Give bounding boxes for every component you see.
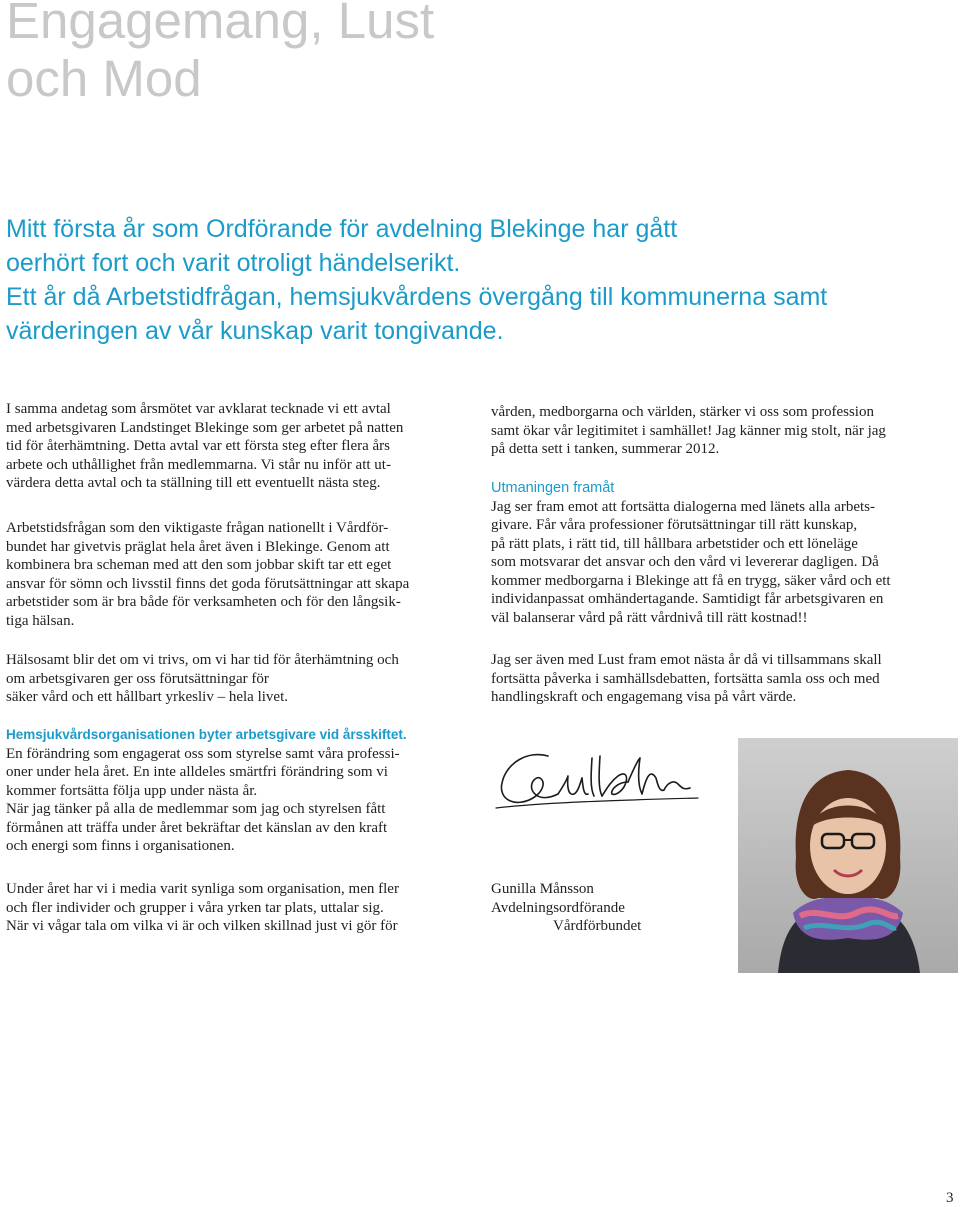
- intro-line: värderingen av vår kunskap varit tongivande.: [6, 317, 504, 345]
- text-line: Arbetstidsfrågan som den viktigaste frågan nationellt i Vårdför-: [6, 520, 389, 536]
- text-line: och energi som finns i organisationen.: [6, 838, 235, 854]
- intro-line: oerhört fort och varit otroligt händelserikt.: [6, 249, 461, 277]
- signer-name: Gunilla Månsson: [491, 881, 594, 897]
- text-line: värdera detta avtal och ta ställning till ett eventuellt nästa steg.: [6, 475, 381, 491]
- text-line: arbete och uthållighet från medlemmarna. Vi står nu inför att ut-: [6, 456, 391, 473]
- text-line: En förändring som engagerat oss som styrelse samt våra professi-: [6, 745, 400, 762]
- text-line: Jag ser även med Lust fram emot nästa år då vi tillsammans skall: [491, 652, 882, 668]
- text-line: med arbetsgivaren Landstinget Blekinge som ger arbetet på natten: [6, 419, 404, 436]
- title-line: och Mod: [6, 50, 202, 107]
- text-line: I samma andetag som årsmötet var avklarat tecknade vi ett avtal: [6, 401, 391, 417]
- text-line: oner under hela året. En inte alldeles smärtfri förändring som vi: [6, 764, 388, 780]
- signature-block: [491, 880, 641, 936]
- signer-role: Avdelningsordförande: [491, 899, 625, 916]
- right-section-utmaningen: [491, 479, 956, 627]
- text-line: väl balanserar vård på rätt vårdnivå till rätt kostnad!!: [491, 609, 808, 626]
- left-paragraph-1: [6, 400, 476, 493]
- left-paragraph-3: [6, 651, 476, 707]
- text-line: givare. Får våra professioner förutsättningar till rätt kunskap,: [491, 517, 858, 533]
- text-line: Hälsosamt blir det om vi trivs, om vi har tid för återhämtning och: [6, 652, 399, 668]
- intro-line: Ett år då Arbetstidfrågan, hemsjukvårdens övergång till kommunerna samt: [6, 283, 828, 311]
- text-line: kommer medborgarna i Blekinge att få en trygg, säker vård och ett: [491, 572, 891, 589]
- text-line: säker vård och ett hållbart yrkesliv – hela livet.: [6, 689, 288, 705]
- text-line: När vi vågar tala om vilka vi är och vilken skillnad just vi gör för: [6, 918, 398, 934]
- text-line: Jag ser fram emot att fortsätta dialogerna med länets alla arbets-: [491, 498, 876, 515]
- text-line: handlingskraft och engagemang visa på vårt värde.: [491, 689, 797, 705]
- text-line: kommer fortsätta följa upp under nästa år.: [6, 782, 258, 799]
- left-section-hemsjukvard: [6, 726, 476, 856]
- intro-line: Mitt första år som Ordförande för avdelning Blekinge har gått: [6, 215, 678, 243]
- text-line: fortsätta påverka i samhällsdebatten, fortsätta samla oss och med: [491, 670, 880, 687]
- title-line: Engagemang, Lust: [6, 0, 435, 49]
- signer-organization: Vårdförbundet: [553, 918, 642, 934]
- right-paragraph-1: [491, 403, 956, 459]
- text-line: kombinera bra scheman med att den som jobbar skift tar ett eget: [6, 557, 392, 573]
- text-line: samt ökar vår legitimitet i samhället! Jag känner mig stolt, när jag: [491, 422, 886, 439]
- section-heading: Hemsjukvårdsorganisationen byter arbetsgivare vid årsskiftet.: [6, 727, 407, 742]
- text-line: bundet har givetvis präglat hela året även i Blekinge. Genom att: [6, 538, 390, 555]
- portrait-photo: [738, 738, 958, 973]
- text-line: arbetstider som är bra både för verksamheten och för den långsik-: [6, 594, 401, 610]
- text-line: individanpassat omhändertagande. Samtidigt får arbetsgivaren en: [491, 591, 884, 607]
- section-heading: Utmaningen framåt: [491, 480, 615, 496]
- left-paragraph-2: [6, 519, 476, 630]
- text-line: ansvar för sömn och livsstil finns det goda förutsättningar att skapa: [6, 575, 410, 592]
- text-line: på detta sett i tanken, summerar 2012.: [491, 441, 720, 457]
- intro-lead: [6, 212, 956, 348]
- text-line: tid för återhämtning. Detta avtal var ett första steg efter flera års: [6, 438, 390, 454]
- text-line: Under året har vi i media varit synliga som organisation, men fler: [6, 881, 399, 897]
- text-line: om arbetsgivaren ger oss förutsättningar för: [6, 670, 269, 687]
- text-line: vården, medborgarna och världen, stärker vi oss som profession: [491, 404, 874, 420]
- page-title: [6, 0, 434, 108]
- text-line: tiga hälsan.: [6, 612, 75, 629]
- text-line: och fler individer och grupper i våra yrken tar plats, uttalar sig.: [6, 899, 384, 916]
- text-line: förmånen att träffa under året bekräftar det känslan av den kraft: [6, 819, 388, 836]
- text-line: som motsvarar det ansvar och den vård vi levererar dagligen. Då: [491, 554, 879, 570]
- handwritten-signature: [488, 738, 703, 838]
- left-paragraph-5: [6, 880, 476, 936]
- text-line: på rätt plats, i rätt tid, till hållbara arbetstider och ett löneläge: [491, 535, 858, 552]
- page-number: 3: [946, 1190, 954, 1206]
- text-line: När jag tänker på alla de medlemmar som jag och styrelsen fått: [6, 801, 386, 817]
- right-paragraph-3: [491, 651, 956, 707]
